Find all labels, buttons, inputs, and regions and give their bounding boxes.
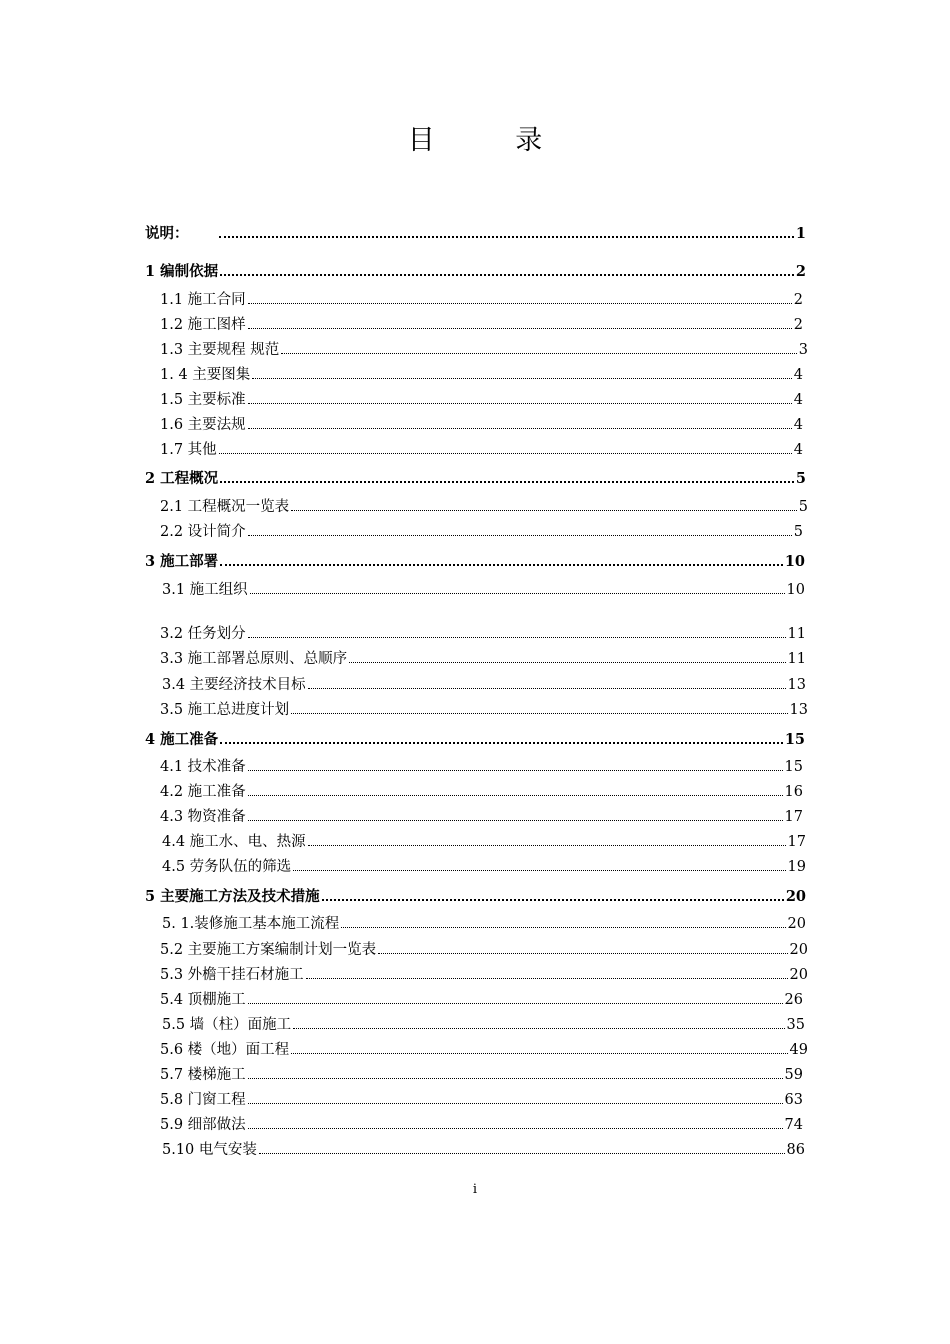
toc-entry-page-number: 20	[789, 967, 808, 983]
toc-entry[interactable]	[160, 806, 803, 826]
toc-entry-page-number: 20	[787, 916, 806, 932]
toc-entry[interactable]	[160, 623, 806, 643]
toc-entry[interactable]	[145, 885, 806, 905]
toc-entry-label: 4.4 施工水、电、热源	[162, 834, 306, 850]
toc-entry[interactable]	[160, 1114, 803, 1134]
toc-dot-leader	[378, 939, 787, 954]
toc-entry-label: 4.5 劳务队伍的筛选	[162, 859, 292, 875]
toc-dot-leader	[252, 364, 791, 379]
toc-entry-page-number: 2	[795, 263, 806, 280]
toc-entry-label: 5.8 门窗工程	[160, 1092, 246, 1108]
toc-entry[interactable]	[160, 1064, 803, 1084]
toc-entry-page-number: 59	[784, 1067, 803, 1083]
toc-dot-leader	[308, 674, 786, 689]
toc-entry-page-number: 35	[786, 1017, 805, 1033]
toc-entry-page-number: 5	[793, 524, 803, 540]
toc-entry[interactable]	[160, 756, 803, 776]
toc-entry-page-number: 1	[795, 225, 806, 242]
toc-dot-leader	[248, 1089, 783, 1104]
toc-entry[interactable]	[160, 314, 803, 334]
toc-entry[interactable]	[160, 781, 803, 801]
toc-entry[interactable]	[160, 496, 808, 516]
toc-entry-label: 1 编制依据	[145, 263, 219, 280]
toc-entry-label: 1.1 施工合同	[160, 292, 246, 308]
toc-entry-label: 1.3 主要规程 规范	[160, 342, 280, 358]
toc-dot-leader	[248, 756, 783, 771]
toc-entry-label: 3.2 任务划分	[160, 626, 246, 642]
toc-entry-page-number: 17	[784, 809, 803, 825]
toc-entry-page-number: 17	[787, 834, 806, 850]
toc-dot-leader	[248, 1114, 783, 1129]
toc-entry-label: 2.1 工程概况一览表	[160, 499, 290, 515]
toc-entry-page-number: 20	[789, 942, 808, 958]
toc-entry-page-number: 63	[784, 1092, 803, 1108]
toc-entry-label: 5.6 楼（地）面工程	[160, 1042, 290, 1058]
toc-entry[interactable]	[160, 964, 808, 984]
toc-entry-page-number: 11	[787, 651, 806, 667]
toc-entry-label: 3.5 施工总进度计划	[160, 702, 290, 718]
toc-entry-label: 2 工程概况	[145, 470, 219, 487]
toc-entry[interactable]	[160, 989, 803, 1009]
toc-entry-page-number: 74	[784, 1117, 803, 1133]
toc-entry-label: 4 施工准备	[145, 731, 219, 748]
toc-entry-page-number: 26	[784, 992, 803, 1008]
toc-entry-label: 1.2 施工图样	[160, 317, 246, 333]
toc-entry-label: 1.6 主要法规	[160, 417, 246, 433]
page-title: 目 录	[407, 125, 579, 156]
toc-entry[interactable]	[160, 439, 803, 459]
toc-entry-page-number: 5	[798, 499, 808, 515]
toc-entry[interactable]	[145, 260, 806, 280]
toc-entry-page-number: 19	[787, 859, 806, 875]
toc-entry[interactable]	[145, 222, 806, 242]
toc-entry[interactable]	[160, 648, 806, 668]
toc-dot-leader	[293, 856, 785, 871]
toc-entry-label: 5. 1.装修施工基本施工流程	[162, 916, 340, 932]
toc-dot-leader	[291, 699, 787, 714]
toc-entry-label: 5.3 外檐干挂石材施工	[160, 967, 304, 983]
toc-entry-label: 1.5 主要标准	[160, 392, 246, 408]
toc-dot-leader	[248, 1064, 783, 1079]
toc-entry-page-number: 4	[793, 442, 803, 458]
toc-dot-leader	[293, 1014, 784, 1029]
toc-dot-leader	[220, 728, 783, 744]
toc-entry[interactable]	[160, 339, 808, 359]
toc-dot-leader	[250, 579, 785, 594]
toc-entry-label: 3 施工部署	[145, 553, 219, 570]
toc-entry-label: 5.5 墙（柱）面施工	[162, 1017, 292, 1033]
toc-entry-label: 2.2 设计简介	[160, 524, 246, 540]
toc-dot-leader	[281, 339, 796, 354]
toc-entry-page-number: 10	[786, 582, 805, 598]
toc-entry-page-number: 86	[786, 1142, 805, 1158]
toc-dot-leader	[322, 885, 784, 901]
toc-entry-page-number: 3	[798, 342, 808, 358]
toc-entry[interactable]	[162, 579, 805, 599]
toc-entry-label: 3.4 主要经济技术目标	[162, 677, 306, 693]
toc-dot-leader	[248, 989, 783, 1004]
toc-entry-page-number: 13	[787, 677, 806, 693]
toc-entry[interactable]	[160, 939, 808, 959]
toc-dot-leader	[248, 806, 783, 821]
toc-entry[interactable]	[160, 1039, 808, 1059]
toc-dot-leader	[308, 831, 786, 846]
toc-entry[interactable]	[160, 414, 803, 434]
toc-entry-page-number: 4	[793, 392, 803, 408]
toc-dot-leader	[306, 964, 788, 979]
toc-entry[interactable]	[162, 856, 806, 876]
toc-entry-label: 5.9 细部做法	[160, 1117, 246, 1133]
toc-entry-page-number: 16	[784, 784, 803, 800]
toc-entry-page-number: 15	[784, 759, 803, 775]
toc-entry[interactable]	[160, 364, 803, 384]
toc-entry-page-number: 2	[793, 292, 803, 308]
toc-dot-leader	[219, 222, 794, 238]
toc-entry[interactable]	[160, 389, 803, 409]
toc-dot-leader	[248, 623, 786, 638]
toc-dot-leader	[291, 1039, 787, 1054]
toc-entry-page-number: 4	[793, 367, 803, 383]
toc-entry-page-number: 13	[789, 702, 808, 718]
toc-entry-label: 4.3 物资准备	[160, 809, 246, 825]
toc-entry[interactable]	[162, 1014, 805, 1034]
toc-dot-leader	[291, 496, 797, 511]
toc-entry-page-number: 49	[789, 1042, 808, 1058]
toc-dot-leader	[248, 781, 783, 796]
toc-dot-leader	[220, 260, 794, 276]
toc-entry-label: 3.1 施工组织	[162, 582, 248, 598]
toc-entry-page-number: 5	[795, 470, 806, 487]
toc-entry[interactable]	[160, 521, 803, 541]
toc-entry-label: 1.7 其他	[160, 442, 217, 458]
toc-entry-page-number: 2	[793, 317, 803, 333]
toc-entry-label: 5 主要施工方法及技术措施	[145, 888, 320, 905]
toc-dot-leader	[248, 289, 792, 304]
toc-entry-label: 5.10 电气安装	[162, 1142, 257, 1158]
toc-dot-leader	[248, 414, 792, 429]
toc-dot-leader	[349, 648, 785, 663]
toc-entry[interactable]	[160, 1089, 803, 1109]
toc-entry[interactable]	[162, 1139, 805, 1159]
toc-dot-leader	[248, 521, 792, 536]
toc-entry-label: 4.1 技术准备	[160, 759, 246, 775]
toc-entry-page-number: 15	[784, 731, 805, 748]
toc-entry-label: 说明：	[145, 225, 189, 242]
toc-dot-leader	[219, 439, 792, 454]
toc-dot-leader	[220, 467, 794, 483]
toc-entry[interactable]	[162, 674, 806, 694]
toc-entry[interactable]	[145, 728, 805, 748]
toc-entry-label: 1. 4 主要图集	[160, 367, 251, 383]
toc-dot-leader	[341, 913, 785, 928]
toc-entry-label: 5.7 楼梯施工	[160, 1067, 246, 1083]
toc-entry-label: 5.4 顶棚施工	[160, 992, 246, 1008]
footer-page-number: i	[472, 1182, 478, 1197]
toc-dot-leader	[248, 314, 792, 329]
toc-entry[interactable]	[160, 289, 803, 309]
toc-entry[interactable]	[145, 550, 805, 570]
toc-entry-page-number: 20	[785, 888, 806, 905]
toc-entry[interactable]	[162, 831, 806, 851]
toc-entry-label: 3.3 施工部署总原则、总顺序	[160, 651, 348, 667]
toc-entry-label: 4.2 施工准备	[160, 784, 246, 800]
toc-entry[interactable]	[145, 467, 806, 487]
toc-entry[interactable]	[160, 699, 808, 719]
toc-dot-leader	[220, 550, 783, 566]
toc-entry-page-number: 10	[784, 553, 805, 570]
toc-entry-label: 5.2 主要施工方案编制计划一览表	[160, 942, 377, 958]
toc-entry[interactable]	[162, 913, 806, 933]
toc-entry-page-number: 11	[787, 626, 806, 642]
toc-entry-page-number: 4	[793, 417, 803, 433]
toc-dot-leader	[259, 1139, 785, 1154]
toc-dot-leader	[248, 389, 792, 404]
